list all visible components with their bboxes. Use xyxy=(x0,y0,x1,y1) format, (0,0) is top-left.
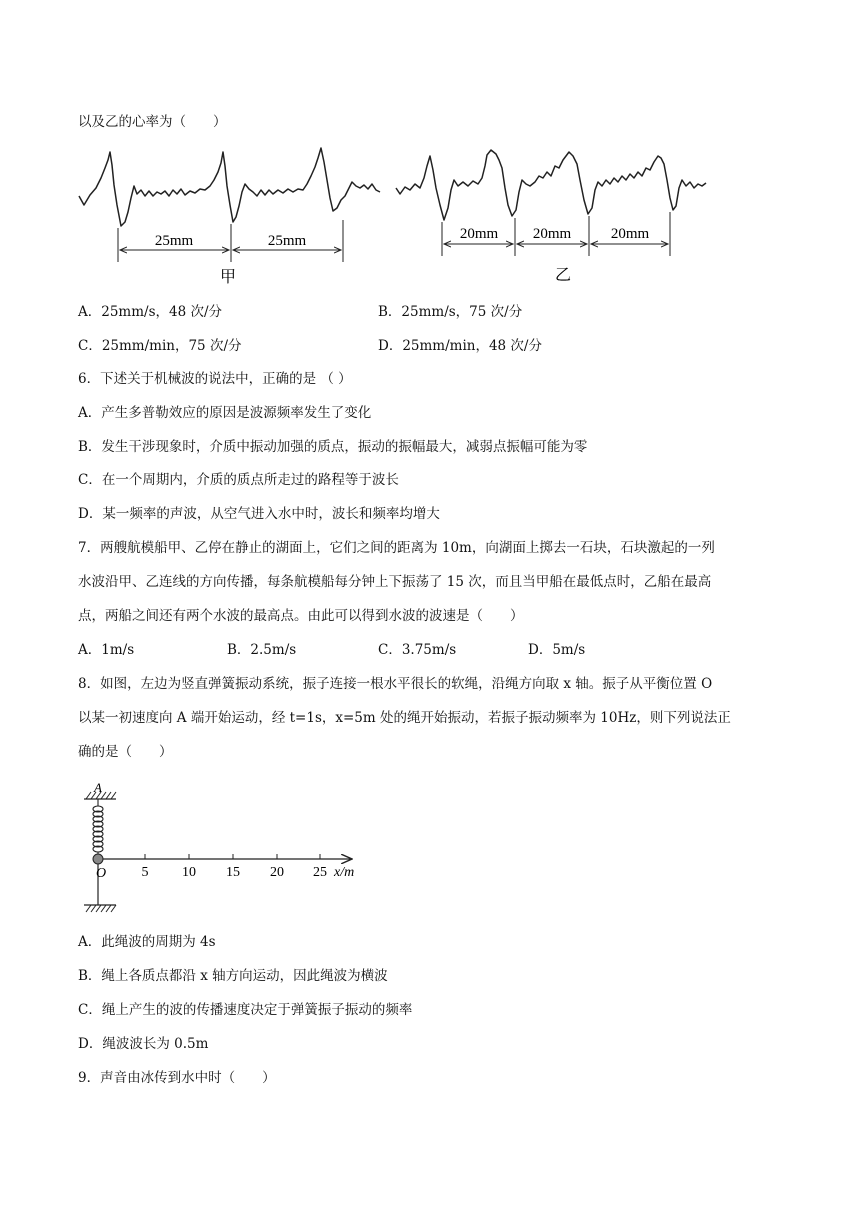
x-tick-15: 15 xyxy=(226,865,240,880)
q8-stem-line-3: 确的是（ ） xyxy=(78,744,173,760)
q7-stem-line-3: 点，两船之间还有两个水波的最高点。由此可以得到水波的波速是（ ） xyxy=(78,608,524,624)
q8-option-d: D．绳波波长为 0.5m xyxy=(78,1036,209,1052)
q6-option-c: C．在一个周期内，介质的质点所走过的路程等于波长 xyxy=(78,472,399,488)
ecg-yi-spacing-2: 20mm xyxy=(532,226,572,242)
q8-option-b: B．绳上各质点都沿 x 轴方向运动，因此绳波为横波 xyxy=(78,968,388,984)
spring-coil xyxy=(93,799,103,856)
q7-option-a: A．1m/s xyxy=(78,642,135,658)
spring-top-label: A xyxy=(94,780,102,795)
spring-figure xyxy=(0,772,400,922)
q8-stem-line-1: 8．如图，左边为竖直弹簧振动系统，振子连接一根水平很长的软绳，沿绳方向取 x 轴。振子从平衡位置 O xyxy=(78,676,713,692)
q7-option-c: C．3.75m/s xyxy=(378,642,457,658)
x-axis-label: x/m xyxy=(334,865,355,880)
q5-option-a: A．25mm/s，48 次/分 xyxy=(78,304,223,320)
q7-option-d: D．5m/s xyxy=(528,642,586,658)
q8-option-a: A．此绳波的周期为 4s xyxy=(78,934,216,950)
x-tick-5: 5 xyxy=(141,865,149,880)
q7-option-b: B．2.5m/s xyxy=(227,642,297,658)
q6-option-d: D．某一频率的声波，从空气进入水中时，波长和频率均增大 xyxy=(78,506,440,522)
q5-option-d: D．25mm/min，48 次/分 xyxy=(378,338,542,354)
q6-option-a: A．产生多普勒效应的原因是波源频率发生了变化 xyxy=(78,405,372,421)
ecg-jia-caption: 甲 xyxy=(219,269,237,286)
q8-option-c: C．绳上产生的波的传播速度决定于弹簧振子振动的频率 xyxy=(78,1002,413,1018)
ecg-jia-spacing-1: 25mm xyxy=(154,233,194,249)
oscillator-ball xyxy=(93,854,103,864)
q6-option-b: B．发生干涉现象时，介质中振动加强的质点，振动的振幅最大，减弱点振幅可能为零 xyxy=(78,439,588,455)
ecg-jia-trace xyxy=(79,148,380,226)
q7-stem-line-2: 水波沿甲、乙连线的方向传播，每条航模船每分钟上下振荡了 15 次，而且当甲船在最低点时，乙船在最高 xyxy=(78,574,712,590)
q8-stem-line-2: 以某一初速度向 A 端开始运动，经 t=1s，x=5m 处的绳开始振动，若振子振动频率为 10Hz，则下列说法正 xyxy=(78,710,731,726)
ecg-yi-spacing-1: 20mm xyxy=(459,226,499,242)
q7-stem-line-1: 7．两艘航模船甲、乙停在静止的湖面上，它们之间的距离为 10m，向湖面上掷去一石块，石块激起的一列 xyxy=(78,540,715,556)
ecg-jia-spacing-2: 25mm xyxy=(267,233,307,249)
q5-option-b: B．25mm/s，75 次/分 xyxy=(378,304,523,320)
q5-stem-tail: 以及乙的心率为（ ） xyxy=(78,114,227,130)
x-tick-10: 10 xyxy=(182,865,196,880)
ecg-figure xyxy=(0,140,860,290)
ecg-yi-trace xyxy=(396,150,706,220)
q9-stem: 9．声音由冰传到水中时（ ） xyxy=(78,1070,276,1086)
x-tick-25: 25 xyxy=(313,865,327,880)
x-tick-20: 20 xyxy=(270,865,284,880)
ecg-yi-caption: 乙 xyxy=(554,267,572,284)
origin-label: O xyxy=(96,866,107,881)
q5-option-c: C．25mm/min，75 次/分 xyxy=(78,338,242,354)
ecg-yi-spacing-3: 20mm xyxy=(610,226,650,242)
q6-stem: 6．下述关于机械波的说法中，正确的是 （ ） xyxy=(78,371,352,387)
